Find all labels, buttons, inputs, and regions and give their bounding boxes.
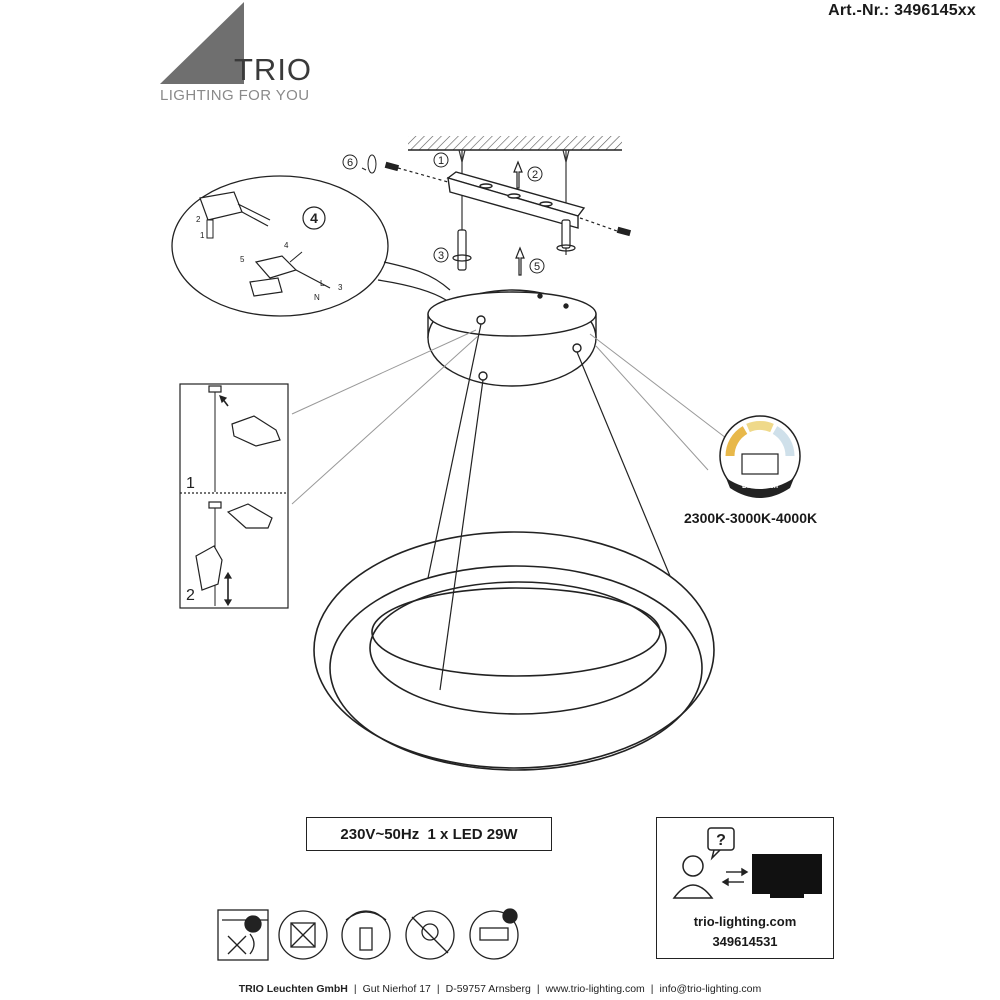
- no-dispose-icon: [279, 911, 327, 959]
- detail-label-5: 5: [240, 255, 245, 264]
- ceiling: [408, 136, 622, 150]
- footer-web[interactable]: www.trio-lighting.com: [545, 983, 645, 995]
- article-number: Art.-Nr.: 3496145xx: [828, 2, 976, 19]
- detail-label-2: 2: [196, 215, 201, 224]
- question-mark: ?: [716, 832, 726, 849]
- canopy: [428, 290, 596, 386]
- spec-box: [306, 817, 552, 851]
- step-5-label: 5: [533, 261, 541, 273]
- step-6-label: 6: [346, 157, 354, 169]
- footer-street: Gut Nierhof 17: [362, 983, 431, 995]
- info-url[interactable]: trio-lighting.com: [693, 914, 797, 929]
- footer-city: D-59757 Arnsberg: [445, 983, 531, 995]
- step-3-label: 3: [437, 250, 445, 262]
- info-box: [656, 817, 834, 959]
- step-2-label: 2: [531, 169, 539, 181]
- detail-label-1: 1: [200, 231, 205, 240]
- step-4-label: 4: [310, 210, 318, 226]
- info-number: 349614531: [712, 934, 778, 949]
- detail-label-3: 3: [338, 283, 343, 292]
- cable-step-1: 1: [186, 475, 195, 492]
- color-temp-label: 2300K-3000K-4000K: [684, 510, 818, 526]
- detail-label-N: N: [314, 293, 320, 302]
- footer-email[interactable]: info@trio-lighting.com: [659, 983, 762, 995]
- detail-label-4: 4: [284, 241, 289, 250]
- cable-step-2: 2: [186, 587, 195, 604]
- ring-lamp: [314, 532, 714, 770]
- logo-brand: TRIO: [234, 52, 313, 87]
- dimmer-icon: [342, 911, 390, 959]
- step-1-label: 1: [437, 155, 445, 167]
- spec-text: 230V~50Hz 1 x LED 29W: [340, 825, 518, 843]
- cable-adjust-panel: [180, 384, 288, 608]
- logo-tagline: LIGHTING FOR YOU: [160, 87, 310, 104]
- footer-company: TRIO Leuchten GmbH: [238, 983, 348, 995]
- no-bulb-icon: [218, 910, 268, 960]
- footer: TRIO Leuchten GmbH | Gut Nierhof 17 | D-59757 Arnsberg | www.trio-lighting.com | info@trio-lighting.com: [238, 983, 762, 995]
- no-dim-icon: [406, 911, 454, 959]
- detail-label-L: L: [320, 279, 325, 288]
- wiring-detail-bubble: [172, 176, 450, 316]
- dip-badge: DIP Switch: [741, 483, 779, 490]
- remote-control-icon: [470, 909, 518, 959]
